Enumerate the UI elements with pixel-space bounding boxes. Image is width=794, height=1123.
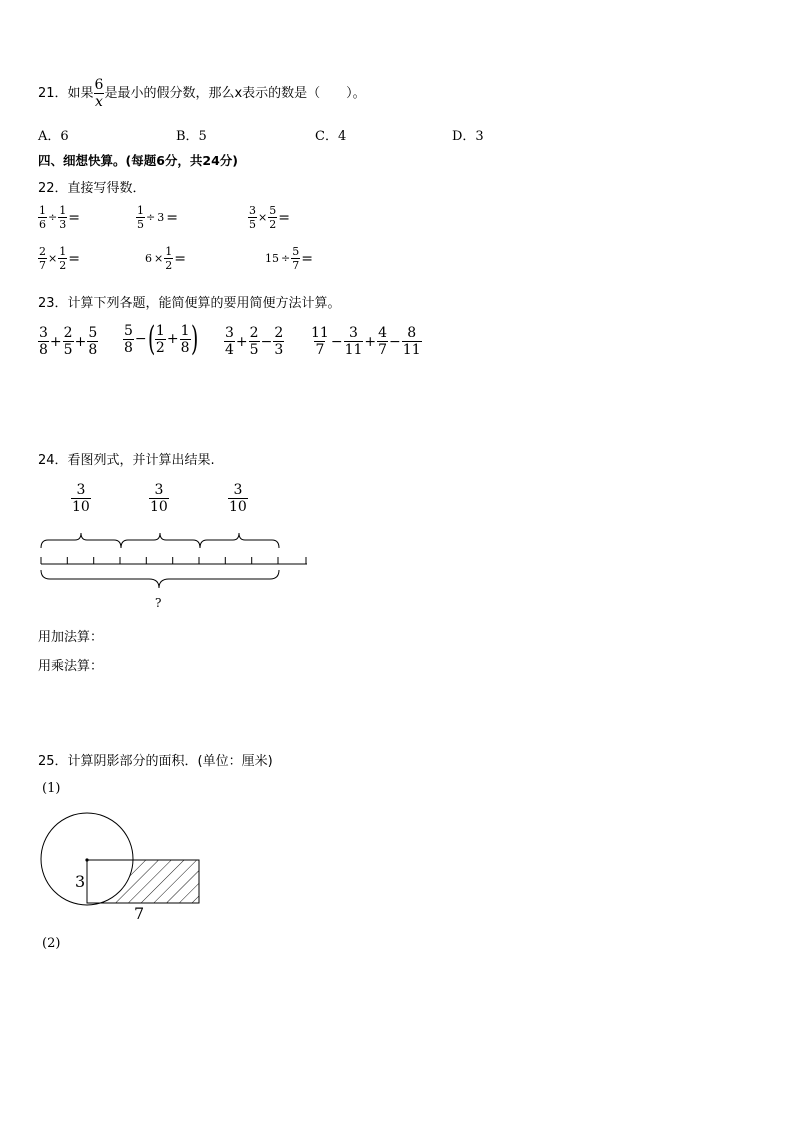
equals: = [166, 209, 178, 226]
frac-num: 3 [233, 482, 243, 498]
section-4-title: 四、细想快算。(每题6分，共24分) [38, 153, 239, 168]
q21-option-c[interactable]: C．4 [315, 129, 347, 144]
frac-den: 5 [249, 342, 259, 358]
operator: ÷ [146, 211, 156, 224]
frac-num: 3 [349, 325, 358, 341]
number-line-ticks [41, 557, 306, 564]
frac-num: 2 [249, 325, 259, 341]
frac-num: 2 [274, 325, 284, 341]
frac-num: 2 [39, 245, 46, 258]
frac-den: 2 [59, 259, 67, 272]
frac-den: 5 [63, 342, 73, 358]
right-paren: ) [190, 319, 198, 359]
frac-den: 8 [39, 342, 48, 358]
frac-num: 1 [59, 245, 67, 258]
operator: + [74, 333, 87, 350]
frac-den: 5 [137, 218, 144, 231]
frac-den: 11 [344, 342, 363, 358]
dim-height-label: 3 [75, 872, 86, 891]
frac-den: 4 [225, 342, 234, 358]
frac-num: 1 [59, 204, 67, 217]
q23-title: 23．计算下列各题，能简便算的要用简便方法计算。 [38, 296, 341, 311]
q21-suffix: 是最小的假分数，那么x表示的数是（ ）。 [104, 86, 366, 101]
dim-width-label: 7 [134, 904, 145, 923]
operator: × [258, 211, 268, 224]
frac-num: 3 [39, 325, 48, 341]
operator: ÷ [48, 211, 58, 224]
q21-frac-den: x [95, 94, 103, 110]
top-brace-3 [200, 533, 279, 548]
frac-den: 2 [269, 218, 277, 231]
frac-num: 3 [76, 482, 86, 498]
operator: − [134, 331, 147, 347]
equals: = [68, 209, 80, 226]
frac-den: 10 [229, 499, 247, 515]
frac-num: 5 [292, 245, 300, 258]
frac-den: 7 [39, 259, 46, 272]
frac-den: 7 [292, 259, 300, 272]
q24-question-mark: ? [155, 596, 162, 610]
frac-num: 1 [39, 204, 46, 217]
equals: = [301, 250, 313, 267]
operator: × [154, 252, 164, 265]
equals: = [68, 250, 80, 267]
q21-option-d[interactable]: D．3 [452, 129, 484, 144]
frac-num: 5 [88, 325, 98, 341]
frac-num: 3 [225, 325, 234, 341]
bottom-brace [41, 570, 279, 588]
frac-num: 11 [311, 325, 329, 341]
operator: + [364, 333, 377, 350]
q24-mul-label: 用乘法算： [38, 659, 104, 674]
frac-num: 3 [249, 204, 256, 217]
frac-den: 7 [315, 342, 325, 358]
operator: ÷ [281, 252, 291, 265]
equals: = [174, 250, 186, 267]
frac-den: 8 [88, 342, 98, 358]
frac-den: 5 [249, 218, 256, 231]
q24-title: 24．看图列式，并计算出结果. [38, 453, 215, 468]
frac-num: 5 [269, 204, 277, 217]
frac-den: 8 [124, 339, 133, 356]
frac-den: 10 [72, 499, 90, 515]
frac-num: 3 [154, 482, 164, 498]
top-brace-1 [41, 533, 121, 548]
q25-title: 25．计算阴影部分的面积．(单位：厘米) [38, 754, 273, 769]
frac-den: 6 [39, 218, 46, 231]
q24-add-label: 用加法算： [38, 630, 104, 645]
equals: = [278, 209, 290, 226]
frac-den: 8 [180, 339, 190, 356]
frac-num: 1 [180, 322, 190, 339]
frac-den: 11 [402, 342, 421, 358]
q25-part-1: (1) [42, 781, 61, 796]
number: 15 [265, 252, 279, 265]
frac-num: 8 [407, 325, 417, 341]
frac-den: 10 [150, 499, 168, 515]
operator: + [166, 331, 179, 347]
frac-num: 4 [378, 325, 388, 341]
operator: − [389, 333, 401, 350]
frac-num: 2 [63, 325, 73, 341]
frac-den: 3 [59, 218, 67, 231]
q25-part-2: (2) [42, 936, 61, 951]
operator: − [260, 333, 273, 350]
q22-title: 22．直接写得数． [38, 181, 146, 196]
left-paren: ( [147, 319, 155, 359]
frac-den: 2 [155, 339, 165, 356]
q21-frac-num: 6 [94, 77, 104, 93]
frac-den: 2 [165, 259, 173, 272]
number: 6 [145, 252, 152, 265]
operator: + [49, 333, 62, 350]
number: 3 [157, 211, 165, 224]
frac-num: 1 [165, 245, 173, 258]
frac-num: 1 [137, 204, 144, 217]
circle-center [85, 858, 88, 861]
operator: + [235, 333, 248, 350]
q21-option-b[interactable]: B．5 [176, 129, 207, 144]
frac-den: 7 [378, 342, 388, 358]
operator: × [48, 252, 58, 265]
q21-option-a[interactable]: A．6 [38, 129, 69, 144]
frac-num: 5 [124, 322, 133, 339]
frac-den: 3 [274, 342, 284, 358]
top-brace-2 [121, 533, 200, 548]
operator: − [330, 333, 343, 350]
frac-num: 1 [155, 322, 165, 339]
q21-prefix: 21．如果 [38, 86, 94, 101]
